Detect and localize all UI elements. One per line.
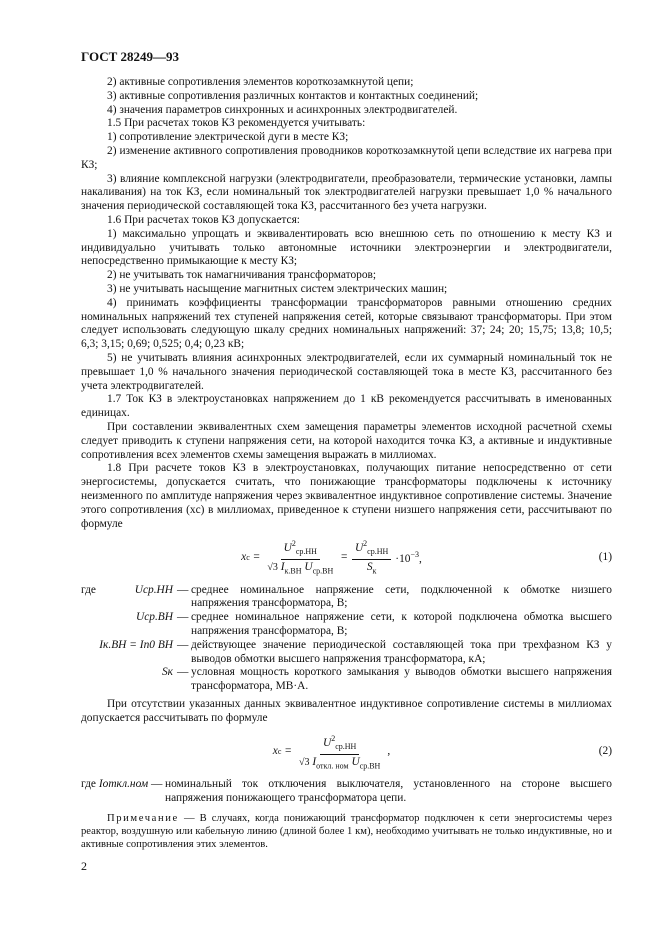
- paragraph: 2) изменение активного сопротивления проводников короткозамкнутой цепи вследствие их нагрева при КЗ;: [81, 144, 612, 171]
- paragraph: 1.5 При расчетах токов КЗ рекомендуется учитывать:: [107, 117, 366, 130]
- paragraph: 3) не учитывать насыщение магнитных систем электрических машин;: [107, 282, 448, 295]
- paragraph: При составлении эквивалентных схем замещения параметры элементов исходной расчетной схемы следует приводить к ступени напряжения сети, на которой находится точка КЗ, а активные и индуктивные сопротивления всех элементов схемы замещения выражать в миллиомах.: [81, 420, 612, 461]
- page-header: ГОСТ 28249—93: [81, 49, 180, 64]
- paragraph: 1.7 Ток КЗ в электроустановках напряжением до 1 кВ рекомендуется рассчитывать в именованных единицах.: [81, 393, 612, 420]
- paragraph: 1) максимально упрощать и эквивалентировать всю внешнюю сеть по отношению к месту КЗ и индивидуально учитывать только автономные источники электроэнергии и электродвигатели, непосредственно примыкающие к месту КЗ;: [81, 227, 612, 268]
- definitions-1: где Uср.НН — среднее номинальное напряжение сети, подключенной к обмотке низшего напряжения трансформатора, В; Uср.ВН — среднее номинальное напряжение сети, к которой подключена обмотка высшего напряжения трансформатора, В; Iк.ВН = Iп0 ВН — действующее значение периодической составляющей тока при трехфазном КЗ у выводов обмотки высшего напряжения трансформатора, кА; Sк — условная мощность короткого замыкания у выводов обмотки высшего напряжения трансформатора, МВ·А.: [81, 583, 612, 693]
- paragraph: 4) принимать коэффициенты трансформации трансформаторов равными отношению средних номинальных напряжений тех ступеней напряжения сетей, которые связывают трансформаторы. При этом следует использовать следующую шкалу средних номинальных напряжений: 37; 24; 20; 15,75; 13,8; 10,5; 6,3; 3,15; 0,69; 0,525; 0,4; 0,23 кВ;: [81, 296, 612, 351]
- paragraph: 4) значения параметров синхронных и асинхронных электродвигателей.: [107, 103, 458, 116]
- paragraph: 1.8 При расчете токов КЗ в электроустановках, получающих питание непосредственно от сети энергосистемы, допускается считать, что понижающие трансформаторы подключены к источнику неизменного по амплитуде напряжения через эквивалентное индуктивное сопротивление системы. Значение этого сопротивления (xс) в миллиомах, приведенное к ступени низшего напряжения сети, рассчитывают по формуле: [81, 462, 612, 530]
- paragraph: 3) активные сопротивления различных контактов и контактных соединений;: [107, 89, 479, 102]
- paragraph: 2) активные сопротивления элементов короткозамкнутой цепи;: [107, 76, 414, 88]
- paragraph: 3) влияние комплексной нагрузки (электродвигатели, преобразователи, термические установки, лампы накаливания) на ток КЗ, если номинальный ток электродвигателей нагрузки превышает 1,0 % начального значения периодической составляющей тока КЗ, рассчитанного без учета нагрузки.: [81, 172, 612, 213]
- paragraph: 5) не учитывать влияния асинхронных электродвигателей, если их суммарный номинальный ток не превышает 1,0 % начального значения периодической составляющей тока в месте КЗ, рассчитанного без учета электродвигателей.: [81, 351, 612, 392]
- document-body: [81, 76, 612, 851]
- paragraph: 2) не учитывать ток намагничивания трансформаторов;: [107, 269, 377, 282]
- paragraph: 1.6 При расчетах токов КЗ допускается:: [107, 213, 300, 226]
- page-number: 2: [81, 859, 87, 873]
- formula-1: x с = $\frac{U^2_{ср.НН}}{√3 I_{к.ВН} U_{ср.ВН}}$ = $\frac{U^2_{ср.НН}}{S_к}$ $\cdot 10^{-3}$, (1): [241, 539, 612, 576]
- paragraph: При отсутствии указанных данных эквивалентное индуктивное сопротивление системы в миллиомах допускается рассчитывать по формуле: [81, 698, 612, 724]
- note: Примечание — В случаях, когда понижающий трансформатор подключен к сети энергосистемы через реактор, воздушную или кабельную линию (длиной более 1 км), необходимо учитывать не только индуктивные, но и активные сопротивления этих элементов.: [81, 812, 612, 850]
- definition-2: где Iоткл.ном — номинальный ток отключения выключателя, установленного на стороне высшего напряжения понижающего трансформатора цепи.: [81, 777, 612, 804]
- paragraph: 1) сопротивление электрической дуги в месте КЗ;: [107, 131, 349, 144]
- formula-2: x с = $\frac{U^2_{ср.НН}}{√3 I_{откл. ном} U_{ср.ВН}}$ , (2): [272, 733, 612, 770]
